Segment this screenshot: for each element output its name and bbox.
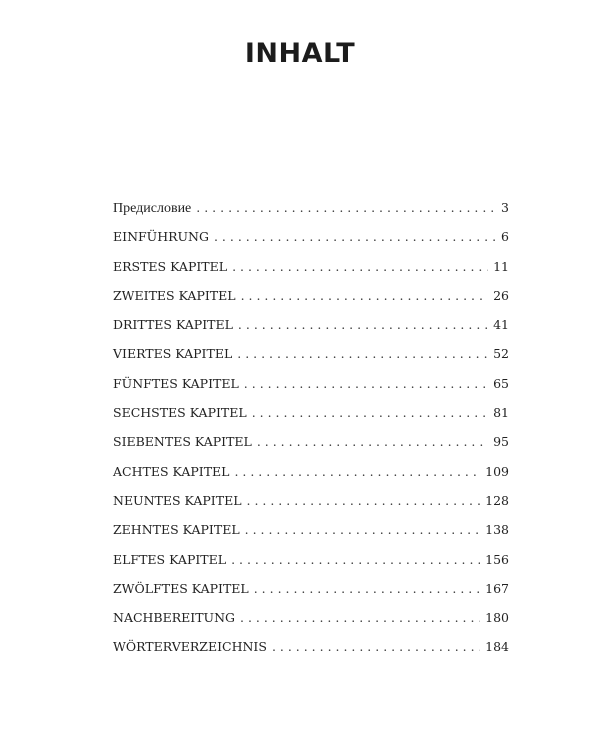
toc-entry-title: EINFÜHRUNG xyxy=(113,229,209,245)
dot-leader xyxy=(257,434,488,449)
dot-leader xyxy=(214,229,496,244)
toc-entry[interactable] xyxy=(113,259,509,288)
toc-entry-title: ERSTES KAPITEL xyxy=(113,258,228,274)
toc-entry[interactable] xyxy=(113,552,509,581)
toc-entry[interactable] xyxy=(113,434,509,463)
toc-entry-title: NEUNTES KAPITEL xyxy=(113,492,242,508)
toc-entry-title: ZEHNTES KAPITEL xyxy=(113,522,240,538)
toc-entry-title: DRITTES KAPITEL xyxy=(113,317,233,333)
dot-leader xyxy=(245,522,481,537)
toc-entry-page: 109 xyxy=(485,463,509,479)
toc-entry[interactable] xyxy=(113,581,509,610)
toc-entry-title: VIERTES KAPITEL xyxy=(113,346,233,362)
toc-entry-page: 156 xyxy=(485,551,509,567)
dot-leader xyxy=(234,464,480,479)
toc-entry-page: 3 xyxy=(501,200,509,215)
toc-entry-title: FÜNFTES KAPITEL xyxy=(113,375,239,391)
toc-entry-title: SECHSTES KAPITEL xyxy=(113,405,247,421)
toc-entry-page: 11 xyxy=(493,258,509,274)
toc-entry[interactable] xyxy=(113,346,509,375)
toc-entry-page: 180 xyxy=(485,610,509,626)
table-of-contents xyxy=(113,200,509,669)
toc-entry[interactable] xyxy=(113,405,509,434)
toc-entry[interactable] xyxy=(113,288,509,317)
toc-entry-page: 128 xyxy=(485,492,509,508)
dot-leader xyxy=(231,552,480,567)
toc-entry[interactable] xyxy=(113,639,509,668)
toc-entry[interactable] xyxy=(113,493,509,522)
toc-entry-title: NACHBEREITUNG xyxy=(113,610,236,626)
toc-entry-page: 138 xyxy=(485,522,509,538)
dot-leader xyxy=(244,376,488,391)
dot-leader xyxy=(272,639,480,654)
toc-entry-title: ELFTES KAPITEL xyxy=(113,551,227,567)
toc-entry[interactable] xyxy=(113,376,509,405)
toc-entry-page: 65 xyxy=(493,375,509,391)
toc-entry[interactable] xyxy=(113,200,509,229)
toc-entry[interactable] xyxy=(113,522,509,551)
dot-leader xyxy=(196,200,496,215)
toc-entry-title: WÖRTERVERZEICHNIS xyxy=(113,639,267,655)
dot-leader xyxy=(247,493,481,508)
toc-entry-page: 81 xyxy=(493,405,509,421)
dot-leader xyxy=(252,405,488,420)
toc-entry-page: 41 xyxy=(493,317,509,333)
toc-entry[interactable] xyxy=(113,229,509,258)
dot-leader xyxy=(237,346,488,361)
toc-entry-page: 52 xyxy=(493,346,509,362)
toc-entry-title: ZWEITES KAPITEL xyxy=(113,287,236,303)
dot-leader xyxy=(254,581,480,596)
dot-leader xyxy=(232,259,488,274)
toc-entry-title: ACHTES KAPITEL xyxy=(113,463,230,479)
toc-entry-title: ZWÖLFTES KAPITEL xyxy=(113,580,249,596)
toc-entry-page: 6 xyxy=(501,229,509,245)
toc-entry-title: Предисловие xyxy=(113,201,192,216)
toc-entry[interactable] xyxy=(113,464,509,493)
dot-leader xyxy=(240,610,480,625)
toc-entry-page: 95 xyxy=(493,434,509,450)
dot-leader xyxy=(241,288,489,303)
toc-entry-title: SIEBENTES KAPITEL xyxy=(113,434,252,450)
dot-leader xyxy=(238,317,488,332)
toc-entry[interactable] xyxy=(113,610,509,639)
toc-entry-page: 184 xyxy=(485,639,509,655)
toc-entry[interactable] xyxy=(113,317,509,346)
toc-entry-page: 167 xyxy=(485,580,509,596)
toc-entry-page: 26 xyxy=(493,287,509,303)
page-title: INHALT xyxy=(244,38,356,69)
